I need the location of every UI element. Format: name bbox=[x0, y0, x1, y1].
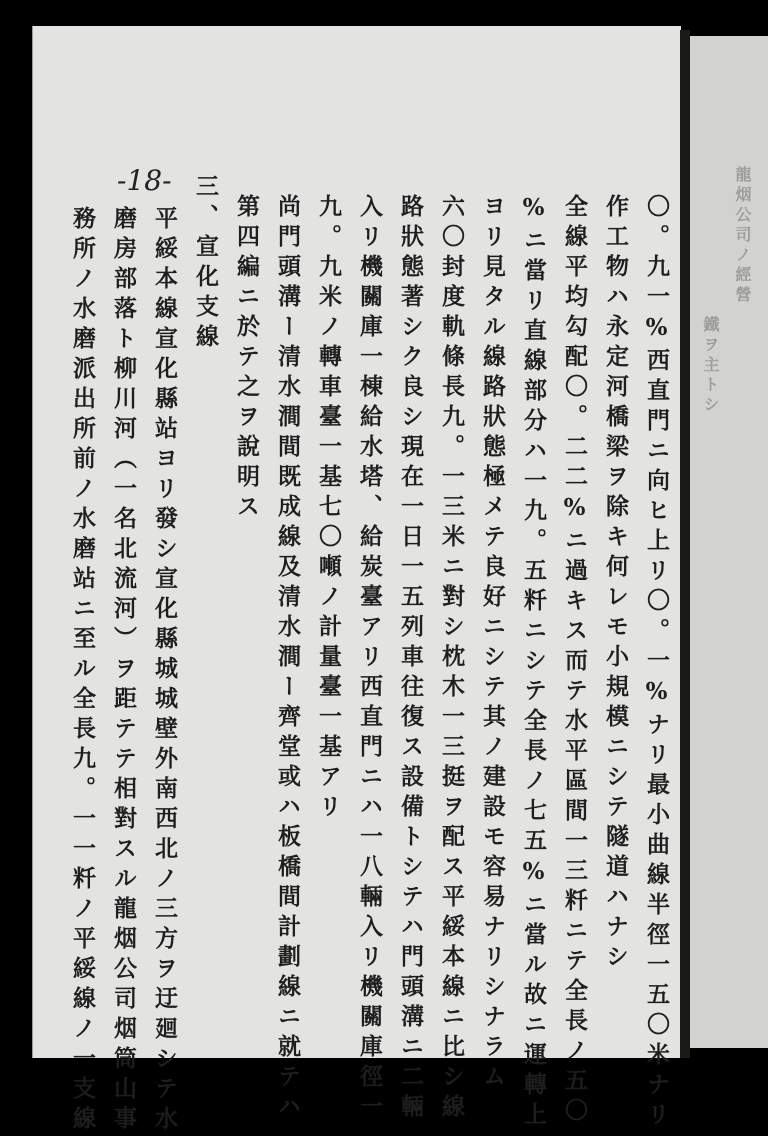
page-number: -18- bbox=[117, 164, 172, 197]
text-column-7: 路狀態著シク良シ現在一日一五列車往復ス設備トシテハ門頭溝ニ二輛 bbox=[397, 194, 424, 1124]
text-column-9: 九。九米ノ轉車臺一基七〇噸ノ計量臺一基アリ bbox=[315, 194, 342, 824]
text-column-2: 作工物ハ永定河橋梁ヲ除キ何レモ小規模ニシテ隧道ハナシ bbox=[602, 194, 629, 974]
section-heading: 三、宣化支線 bbox=[192, 174, 219, 354]
text-column-3: 全線平均勾配〇。二二%ニ過キス而テ水平區間一三粁ニテ全長ノ五〇 bbox=[561, 194, 588, 1128]
text-column-6: 六〇封度軌條長九。一三米ニ對シ枕木一三挺ヲ配ス平綏本線ニ比シ線 bbox=[438, 194, 465, 1124]
text-column-5: ヨリ見タル線路狀態極メテ良好ニシテ其ノ建設モ容易ナリシナラム bbox=[479, 194, 506, 1094]
text-column-1: 〇。九一%西直門ニ向ヒ上リ〇。一%ナリ最小曲線半徑一五〇米ナリ bbox=[643, 194, 670, 1132]
text-column-11: 第四編ニ於テ之ヲ說明ス bbox=[233, 194, 260, 524]
text-column-13: 平綏本線宣化縣站ヨリ發シ宣化縣城城壁外南西北ノ三方ヲ迂廻シテ水 bbox=[151, 206, 178, 1136]
text-column-15: 務所ノ水磨派出所前ノ水磨站ニ至ル全長九。一一粁ノ平綏線ノ一支線 bbox=[69, 206, 96, 1136]
text-column-10: 尚門頭溝ー清水澗間既成線及清水澗ー齊堂或ハ板橋間計劃線ニ就テハ bbox=[274, 194, 301, 1124]
facing-page-edge bbox=[690, 36, 768, 1048]
facing-page-column-1: 龍烟公司ノ經營 bbox=[733, 166, 752, 306]
book-gutter bbox=[680, 30, 690, 1058]
book-page bbox=[32, 26, 681, 1136]
facing-page-column-2: 鐵ヲ主トシ bbox=[701, 316, 720, 416]
text-column-8: 入リ機關庫一棟給水塔、給炭臺アリ西直門ニハ一八輛入リ機關庫徑一 bbox=[356, 194, 383, 1124]
text-column-4: %ニ當リ直線部分ハ一九。五粁ニシテ全長ノ七五%ニ當ル故ニ運轉上 bbox=[520, 194, 547, 1132]
text-column-14: 磨房部落ト柳川河（一名北流河）ヲ距テテ相對スル龍烟公司烟筒山事 bbox=[110, 206, 137, 1136]
